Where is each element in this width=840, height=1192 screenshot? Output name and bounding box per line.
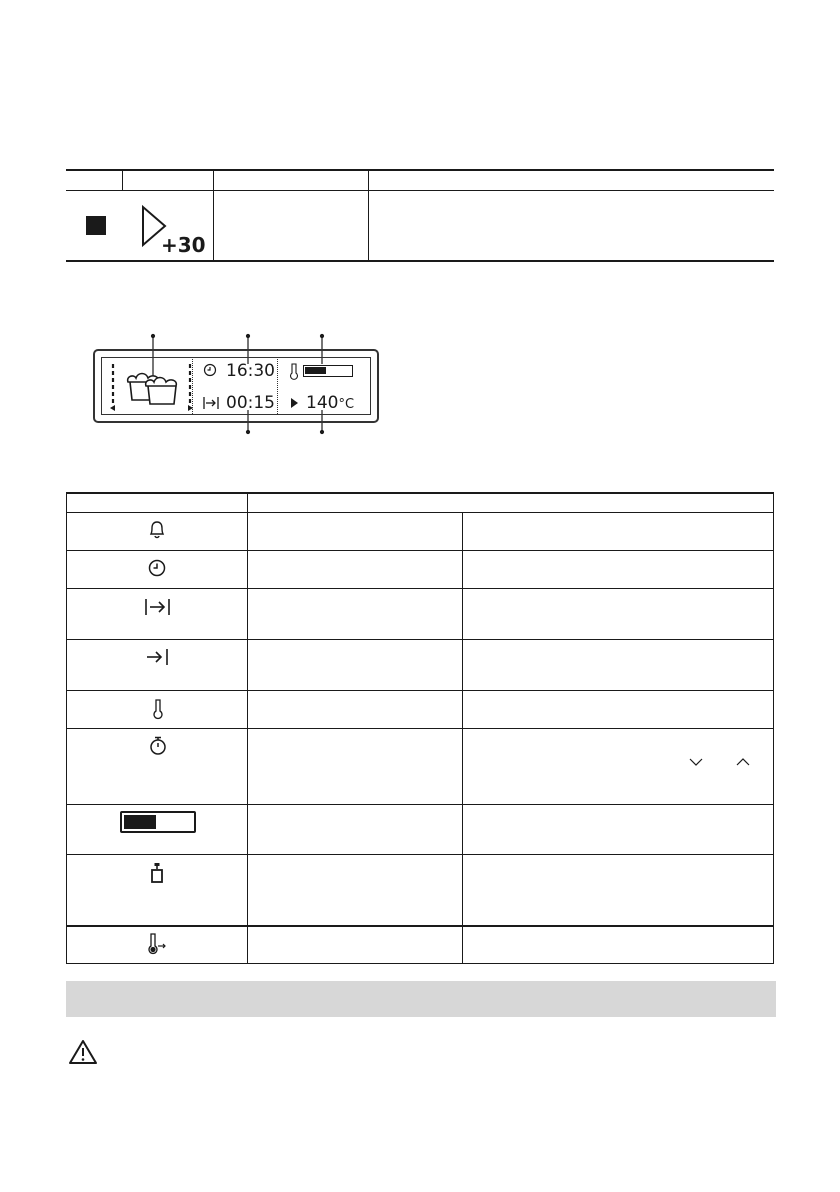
table-rule bbox=[66, 492, 67, 964]
table-rule bbox=[66, 804, 774, 805]
heat-up-bar bbox=[303, 365, 353, 377]
table-rule bbox=[66, 512, 774, 513]
table-rule bbox=[122, 169, 123, 191]
table-rule bbox=[66, 190, 774, 191]
lock-icon bbox=[149, 862, 165, 884]
symbol-table bbox=[66, 492, 774, 964]
table-rule bbox=[462, 512, 463, 964]
heat-up-bar-icon bbox=[120, 811, 196, 833]
chevron-down-icon bbox=[688, 757, 704, 767]
play-plus-30-label: +30 bbox=[161, 233, 206, 257]
temperature-value: 140 bbox=[306, 393, 339, 413]
play-arrow-icon bbox=[290, 397, 300, 409]
core-temperature-sensor-icon bbox=[147, 932, 169, 956]
table-rule bbox=[66, 550, 774, 551]
table-rule bbox=[247, 492, 248, 964]
table-rule bbox=[66, 588, 774, 589]
warning-icon bbox=[68, 1039, 98, 1065]
heat-up-bar-fill bbox=[305, 367, 326, 374]
table-rule bbox=[66, 728, 774, 729]
heat-up-bar-icon-fill bbox=[124, 815, 156, 829]
play-plus-30-icon bbox=[141, 205, 206, 257]
section-header-bar bbox=[66, 981, 776, 1017]
food-pots-icon bbox=[108, 360, 198, 414]
thermometer-icon bbox=[288, 362, 300, 380]
bell-icon bbox=[148, 520, 166, 540]
table-rule bbox=[66, 260, 774, 262]
clock-icon bbox=[202, 362, 218, 378]
duration-icon bbox=[202, 395, 220, 411]
table-rule bbox=[66, 169, 774, 171]
display-divider bbox=[277, 359, 279, 414]
temperature-unit: °C bbox=[338, 397, 355, 412]
table-rule bbox=[66, 925, 774, 927]
clock-icon bbox=[147, 558, 167, 578]
display-divider bbox=[192, 359, 194, 414]
table-rule bbox=[66, 963, 774, 964]
table-rule bbox=[66, 639, 774, 640]
display-temperature bbox=[306, 395, 354, 412]
stopwatch-icon bbox=[148, 735, 168, 757]
end-time-icon bbox=[145, 647, 171, 667]
display-duration: 00:15 bbox=[226, 393, 275, 413]
display-time: 16:30 bbox=[226, 361, 275, 381]
table-rule bbox=[213, 169, 214, 262]
table-rule bbox=[66, 492, 774, 494]
table-rule bbox=[66, 854, 774, 855]
stop-icon bbox=[86, 216, 106, 235]
duration-icon bbox=[144, 597, 172, 617]
table-rule bbox=[368, 169, 369, 262]
chevron-up-icon bbox=[735, 757, 751, 767]
table-rule bbox=[773, 492, 774, 964]
thermometer-icon bbox=[151, 698, 165, 720]
table-rule bbox=[66, 690, 774, 691]
